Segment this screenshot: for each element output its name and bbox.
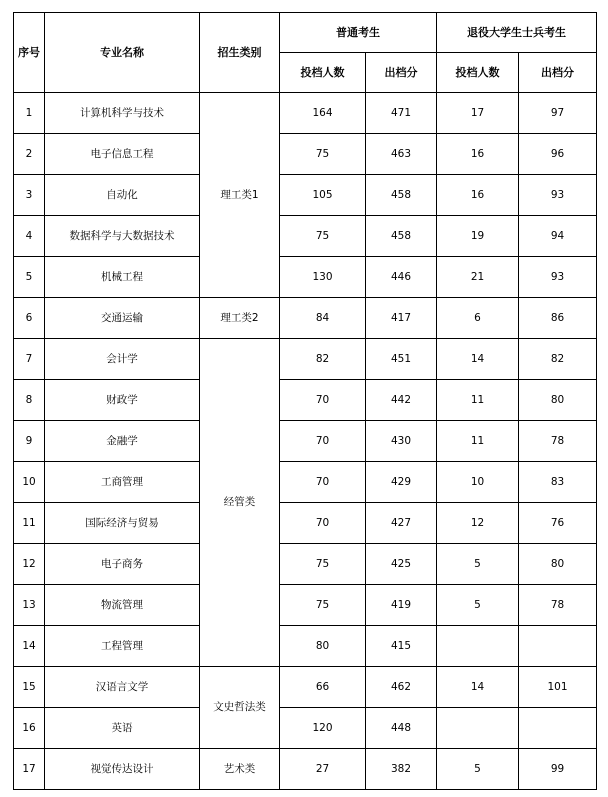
header-group-veteran: 退役大学生士兵考生 [437, 13, 597, 53]
cell-regular-score: 446 [366, 257, 437, 298]
cell-veteran-score: 80 [519, 544, 597, 585]
table-row [14, 585, 597, 626]
cell-category: 理工类2 [200, 298, 280, 339]
cell-veteran-score: 99 [519, 749, 597, 790]
cell-veteran-score: 101 [519, 667, 597, 708]
cell-regular-score: 458 [366, 216, 437, 257]
cell-veteran-count: 5 [437, 544, 519, 585]
cell-veteran-score: 83 [519, 462, 597, 503]
cell-major: 数据科学与大数据技术 [45, 216, 200, 257]
table-row [14, 257, 597, 298]
cell-seq: 7 [14, 339, 45, 380]
cell-regular-count: 105 [280, 175, 366, 216]
cell-veteran-score: 80 [519, 380, 597, 421]
cell-regular-count: 130 [280, 257, 366, 298]
cell-major: 工程管理 [45, 626, 200, 667]
cell-veteran-score: 97 [519, 93, 597, 134]
cell-veteran-count: 16 [437, 134, 519, 175]
cell-major: 物流管理 [45, 585, 200, 626]
cell-regular-count: 82 [280, 339, 366, 380]
cell-major: 英语 [45, 708, 200, 749]
cell-veteran-count: 5 [437, 585, 519, 626]
cell-regular-score: 429 [366, 462, 437, 503]
cell-seq: 12 [14, 544, 45, 585]
cell-major: 金融学 [45, 421, 200, 462]
cell-veteran-score: 86 [519, 298, 597, 339]
cell-regular-count: 164 [280, 93, 366, 134]
header-seq: 序号 [14, 13, 45, 93]
cell-veteran-score [519, 626, 597, 667]
cell-regular-count: 75 [280, 585, 366, 626]
cell-category: 文史哲法类 [200, 667, 280, 749]
cell-veteran-count: 19 [437, 216, 519, 257]
cell-regular-count: 84 [280, 298, 366, 339]
cell-seq: 4 [14, 216, 45, 257]
header-veteran-count: 投档人数 [437, 53, 519, 93]
cell-category: 艺术类 [200, 749, 280, 790]
cell-major: 交通运输 [45, 298, 200, 339]
cell-major: 计算机科学与技术 [45, 93, 200, 134]
cell-major: 电子商务 [45, 544, 200, 585]
cell-seq: 11 [14, 503, 45, 544]
cell-regular-score: 417 [366, 298, 437, 339]
header-group-regular: 普通考生 [280, 13, 437, 53]
cell-regular-count: 70 [280, 462, 366, 503]
cell-veteran-count: 14 [437, 667, 519, 708]
cell-major: 汉语言文学 [45, 667, 200, 708]
cell-regular-count: 27 [280, 749, 366, 790]
table-row [14, 134, 597, 175]
cell-regular-score: 382 [366, 749, 437, 790]
cell-veteran-count: 16 [437, 175, 519, 216]
cell-seq: 15 [14, 667, 45, 708]
cell-seq: 13 [14, 585, 45, 626]
cell-regular-score: 425 [366, 544, 437, 585]
cell-category: 理工类1 [200, 93, 280, 298]
cell-regular-score: 415 [366, 626, 437, 667]
cell-veteran-count: 12 [437, 503, 519, 544]
cell-veteran-count: 5 [437, 749, 519, 790]
table-row [14, 175, 597, 216]
cell-veteran-count: 14 [437, 339, 519, 380]
cell-seq: 1 [14, 93, 45, 134]
cell-seq: 14 [14, 626, 45, 667]
table-row [14, 708, 597, 749]
cell-seq: 16 [14, 708, 45, 749]
cell-major: 机械工程 [45, 257, 200, 298]
cell-seq: 3 [14, 175, 45, 216]
header-category: 招生类别 [200, 13, 280, 93]
cell-seq: 5 [14, 257, 45, 298]
table-row [14, 749, 597, 790]
header-major: 专业名称 [45, 13, 200, 93]
cell-veteran-score: 76 [519, 503, 597, 544]
cell-major: 电子信息工程 [45, 134, 200, 175]
cell-major: 视觉传达设计 [45, 749, 200, 790]
cell-regular-score: 471 [366, 93, 437, 134]
cell-veteran-count: 11 [437, 380, 519, 421]
cell-regular-count: 70 [280, 421, 366, 462]
table-row [14, 667, 597, 708]
header-veteran-score: 出档分 [519, 53, 597, 93]
table-row [14, 339, 597, 380]
cell-regular-score: 451 [366, 339, 437, 380]
table-row [14, 462, 597, 503]
cell-seq: 8 [14, 380, 45, 421]
header-row-1 [14, 13, 597, 53]
table-row [14, 298, 597, 339]
cell-veteran-score: 78 [519, 585, 597, 626]
table-row [14, 93, 597, 134]
cell-veteran-score: 94 [519, 216, 597, 257]
cell-seq: 6 [14, 298, 45, 339]
cell-regular-count: 75 [280, 216, 366, 257]
cell-veteran-score [519, 708, 597, 749]
cell-regular-score: 427 [366, 503, 437, 544]
cell-regular-score: 462 [366, 667, 437, 708]
admission-score-table [13, 12, 597, 790]
cell-veteran-score: 96 [519, 134, 597, 175]
cell-veteran-count: 11 [437, 421, 519, 462]
cell-regular-count: 66 [280, 667, 366, 708]
cell-veteran-score: 93 [519, 175, 597, 216]
cell-regular-count: 70 [280, 380, 366, 421]
cell-regular-score: 448 [366, 708, 437, 749]
cell-veteran-count: 17 [437, 93, 519, 134]
cell-regular-score: 430 [366, 421, 437, 462]
cell-veteran-score: 82 [519, 339, 597, 380]
cell-seq: 17 [14, 749, 45, 790]
table-row [14, 216, 597, 257]
header-regular-score: 出档分 [366, 53, 437, 93]
table-row [14, 544, 597, 585]
table-row [14, 503, 597, 544]
cell-major: 财政学 [45, 380, 200, 421]
cell-veteran-score: 93 [519, 257, 597, 298]
table-row [14, 421, 597, 462]
cell-major: 会计学 [45, 339, 200, 380]
cell-regular-count: 70 [280, 503, 366, 544]
cell-major: 工商管理 [45, 462, 200, 503]
cell-veteran-count [437, 708, 519, 749]
cell-major: 国际经济与贸易 [45, 503, 200, 544]
cell-seq: 2 [14, 134, 45, 175]
cell-regular-count: 75 [280, 544, 366, 585]
cell-veteran-count: 6 [437, 298, 519, 339]
cell-veteran-count: 10 [437, 462, 519, 503]
cell-regular-score: 442 [366, 380, 437, 421]
cell-regular-count: 80 [280, 626, 366, 667]
table-row [14, 380, 597, 421]
cell-regular-count: 75 [280, 134, 366, 175]
table-row [14, 626, 597, 667]
cell-veteran-score: 78 [519, 421, 597, 462]
cell-veteran-count: 21 [437, 257, 519, 298]
cell-veteran-count [437, 626, 519, 667]
cell-category: 经管类 [200, 339, 280, 667]
cell-regular-score: 458 [366, 175, 437, 216]
cell-seq: 10 [14, 462, 45, 503]
cell-seq: 9 [14, 421, 45, 462]
cell-major: 自动化 [45, 175, 200, 216]
header-regular-count: 投档人数 [280, 53, 366, 93]
cell-regular-score: 419 [366, 585, 437, 626]
cell-regular-count: 120 [280, 708, 366, 749]
cell-regular-score: 463 [366, 134, 437, 175]
